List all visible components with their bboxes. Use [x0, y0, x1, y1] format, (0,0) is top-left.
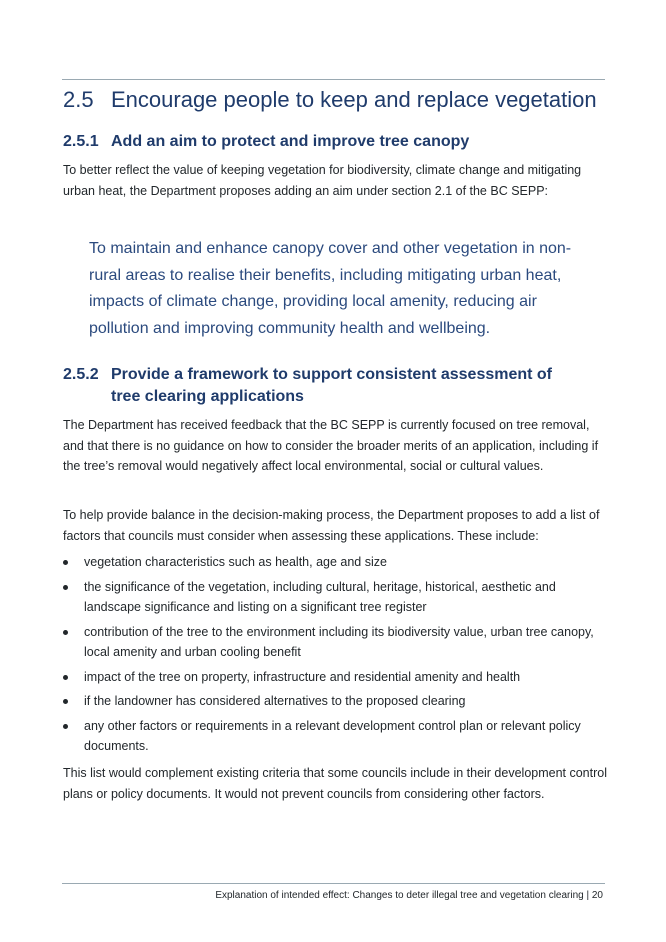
bullet-icon	[63, 630, 68, 635]
bullet-icon	[63, 724, 68, 729]
subsection-heading-2-5-1	[63, 131, 623, 153]
factors-list	[63, 552, 608, 761]
list-item: the significance of the vegetation, including cultural, heritage, historical, aesthetic and landscape significance and listing on a significant tree register	[63, 577, 608, 618]
paragraph-factors-intro: To help provide balance in the decision-making process, the Department proposes to add a list of factors that councils must consider when assessing these applications. These include:	[63, 508, 600, 543]
list-item: any other factors or requirements in a relevant development control plan or relevant policy documents.	[63, 716, 608, 757]
bullet-icon	[63, 699, 68, 704]
bullet-icon	[63, 585, 68, 590]
section-number: 2.5	[63, 87, 94, 112]
page-footer: Explanation of intended effect: Changes to deter illegal tree and vegetation clearing | 20	[215, 890, 603, 901]
subsection-number: 2.5.2	[63, 366, 99, 383]
paragraph-feedback: The Department has received feedback that the BC SEPP is currently focused on tree removal, and that there is no guidance on how to consider the broader merits of an application, including if the tree’s removal would negatively affect local environmental, social or cultural values.	[63, 418, 599, 473]
bullet-icon	[63, 675, 68, 680]
section-title: Encourage people to keep and replace vegetation	[111, 87, 597, 112]
subsection-title: Provide a framework to support consistent assessment of tree clearing applications	[111, 366, 553, 405]
subsection-title: Add an aim to protect and improve tree canopy	[111, 133, 470, 150]
subsection-heading-2-5-2	[63, 364, 583, 408]
list-item: contribution of the tree to the environment including its biodiversity value, urban tree canopy, local amenity and urban cooling benefit	[63, 622, 608, 663]
paragraph-aim-intro: To better reflect the value of keeping vegetation for biodiversity, climate change and mitigating urban heat, the Department proposes adding an aim under section 2.1 of the BC SEPP:	[63, 163, 582, 198]
proposed-aim-quote: To maintain and enhance canopy cover and other vegetation in non-rural areas to realise their benefits, including mitigating urban heat, impacts of climate change, providing local amenity, reducing air pollution and improving community health and wellbeing.	[89, 240, 572, 337]
top-divider	[62, 79, 605, 80]
paragraph-closing: This list would complement existing criteria that some councils include in their development control plans or policy documents. It would not prevent councils from considering other factors.	[63, 766, 608, 801]
list-item: if the landowner has considered alternatives to the proposed clearing	[63, 691, 608, 712]
subsection-number: 2.5.1	[63, 133, 99, 150]
bullet-icon	[63, 560, 68, 565]
bottom-divider	[62, 883, 605, 884]
list-item: impact of the tree on property, infrastructure and residential amenity and health	[63, 667, 608, 688]
list-item: vegetation characteristics such as health, age and size	[63, 552, 608, 573]
section-heading	[63, 86, 623, 114]
